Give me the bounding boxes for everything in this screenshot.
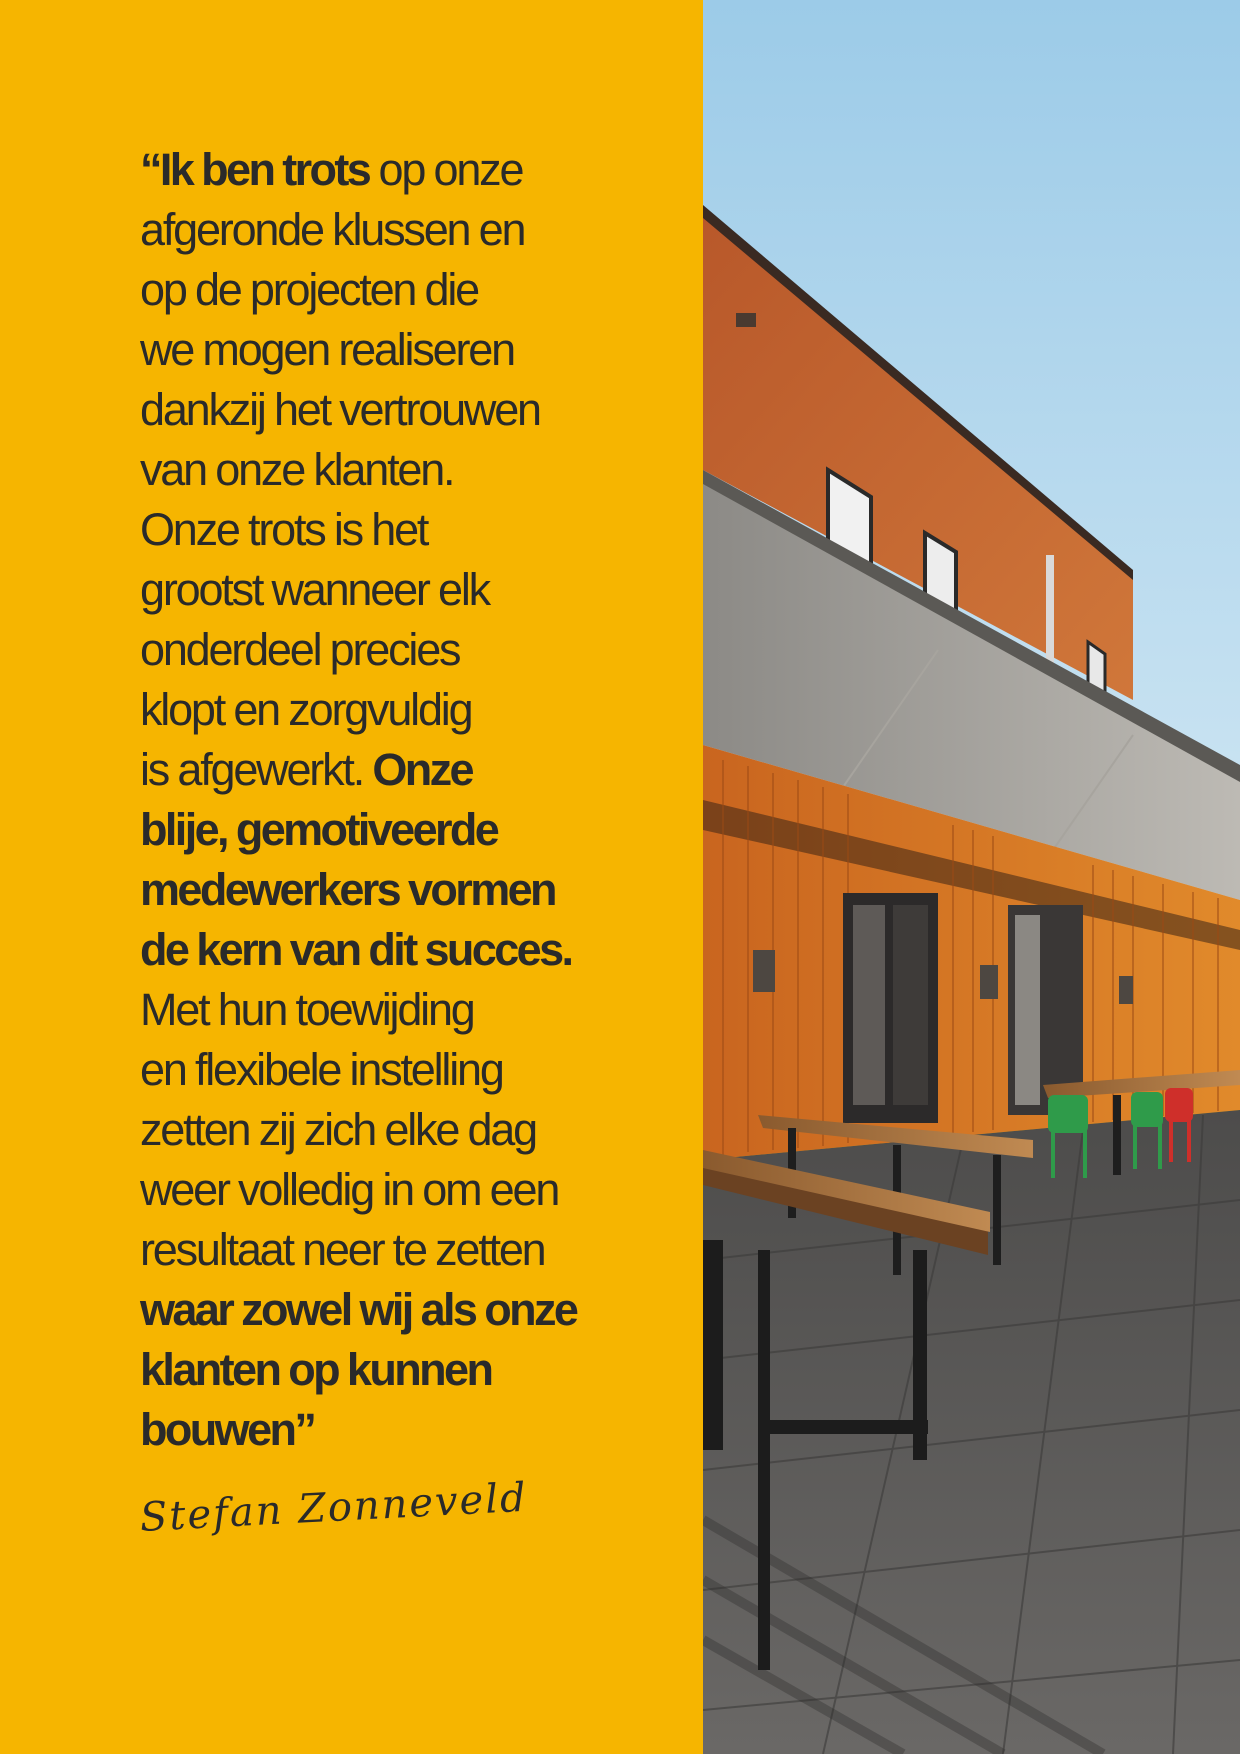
quote-line: we mogen realiseren [140,324,514,375]
quote-line: Onze trots is het [140,504,428,555]
wall-lamp [980,965,998,999]
glass-pane [893,905,928,1105]
quote-line: waar zowel wij als onze [140,1284,577,1335]
wall-lamp [753,950,775,992]
quote-line: van onze klanten. [140,444,454,495]
quote-line: grootst wanneer elk [140,564,489,615]
quote-line: “Ik ben trots op onze [140,144,523,195]
building-terrace-photo [703,0,1240,1754]
signature: Stefan Zonneveld [138,1474,529,1541]
table-leg [703,1240,723,1450]
quote-line: is afgewerkt. Onze [140,744,472,795]
quote-line: onderdeel precies [140,624,460,675]
quote-line: resultaat neer te zetten [140,1224,545,1275]
table-frame [758,1420,928,1434]
table-leg [758,1250,770,1670]
wall-lamp [1119,976,1133,1004]
quote-line: medewerkers vormen [140,864,555,915]
glass-pane [1015,915,1040,1105]
quote-line: op de projecten die [140,264,478,315]
vent [736,313,756,327]
quote-text [140,140,700,1460]
quote-line: dankzij het vertrouwen [140,384,540,435]
glass-pane [853,905,885,1105]
quote-line: blije, gemotiveerde [140,804,498,855]
quote-line: klopt en zorgvuldig [140,684,472,735]
quote-line: afgeronde klussen en [140,204,525,255]
quote-line: de kern van dit succes. [140,924,572,975]
quote-line: Met hun toewijding [140,984,474,1035]
quote-line: en flexibele instelling [140,1044,503,1095]
photo-illustration [703,0,1240,1754]
quote-line: zetten zij zich elke dag [140,1104,536,1155]
quote-line: weer volledig in om een [140,1164,559,1215]
quote-line: bouwen” [140,1404,315,1455]
quote-line: klanten op kunnen [140,1344,492,1395]
table-leg [1113,1095,1121,1175]
table-leg [993,1155,1001,1265]
